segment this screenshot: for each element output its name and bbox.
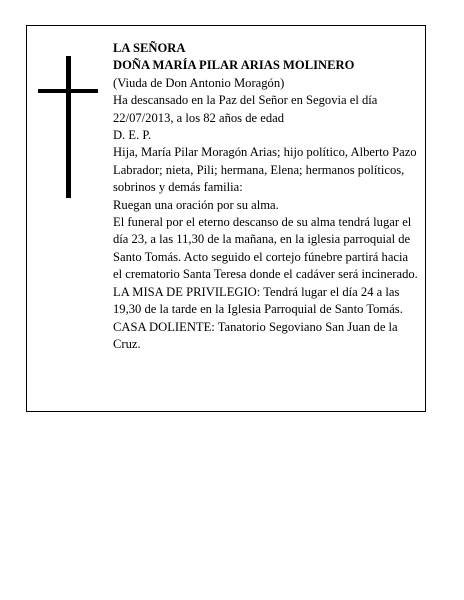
- family-list: Hija, María Pilar Moragón Arias; hijo político, Alberto Pazo Labrador; nieta, Pili; hermana, Elena; hermanos políticos, sobrinos y demás familia:: [113, 145, 417, 195]
- obituary-notice: [26, 25, 426, 412]
- obituary-text: [113, 40, 419, 353]
- widow-of: (Viuda de Don Antonio Moragón): [113, 75, 285, 90]
- deceased-name: DOÑA MARÍA PILAR ARIAS MOLINERO: [113, 58, 355, 73]
- cross-icon: [38, 56, 98, 198]
- prayer-request: Ruegan una oración por su alma.: [113, 197, 279, 212]
- notice-title: LA SEÑORA: [113, 41, 186, 55]
- mass-info: LA MISA DE PRIVILEGIO: Tendrá lugar el día 24 a las 19,30 de la tarde en la Iglesia Parroquial de Santo Tomás. CASA DOLIENTE: Tanatorio Segoviano San Juan de la Cruz.: [113, 284, 403, 351]
- funeral-info: El funeral por el eterno descanso de su alma tendrá lugar el día 23, a las 11,30 de la mañana, en la iglesia parroquial de Santo Tomás. Acto seguido el cortejo fúnebre partirá hacia el crematorio Santa Teresa donde el cadáver será incinerado.: [113, 215, 418, 282]
- dep-line: D. E. P.: [113, 128, 152, 143]
- rested-statement: Ha descansado en la Paz del Señor en Segovia el día 22/07/2013, a los 82 años de edad: [113, 93, 378, 125]
